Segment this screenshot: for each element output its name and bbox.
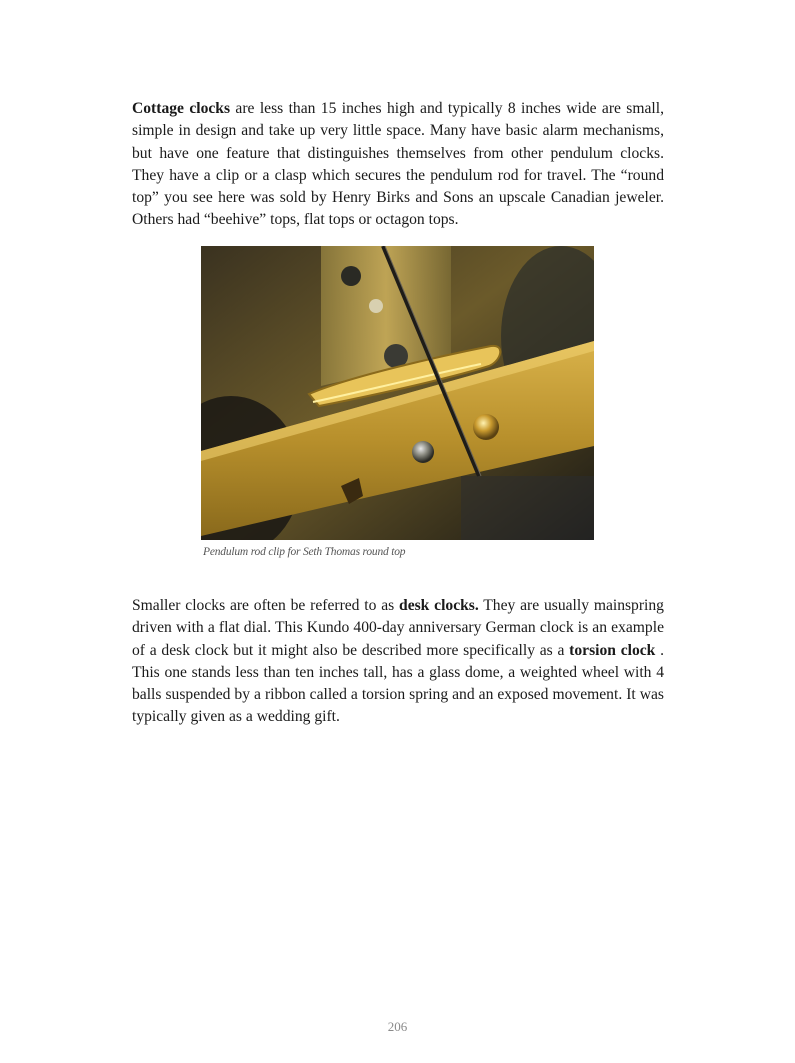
paragraph-text: Smaller clocks are often be referred to as xyxy=(132,597,400,614)
term-torsion-clock: torsion clock xyxy=(569,641,656,659)
page-number: 206 xyxy=(387,1019,408,1034)
term-desk-clocks: desk clocks. xyxy=(399,597,479,614)
paragraph-desk-clocks xyxy=(132,595,664,729)
paragraph-text: are less than 15 inches high and typically 8 inches wide are small, simple in design and take up very little space. Many have basic alarm mechanisms, but have one feature that distinguishes themselves from other pendulum clocks. They have a clip or a clasp which secures the pendulum rod for travel. The “round top” you see here was sold by Henry Birks and Sons an upscale Canadian jeweler. Others had “beehive” tops, flat tops or octagon tops. xyxy=(132,100,664,229)
paragraph-text: . This one stands less than ten inches tall, has a glass dome, a weighted wheel with 4 balls suspended by a ribbon called a torsion spring and an exposed movement. It was typically given as a wedding gift. xyxy=(132,641,665,726)
pendulum-clip-photo xyxy=(201,246,594,540)
figure-caption: Pendulum rod clip for Seth Thomas round top xyxy=(203,546,406,558)
paragraph-text: They are usually mainspring driven with a flat dial. This Kundo 400-day anniversary German clock is an example of a desk clock but it might also be described more specifically as a xyxy=(132,597,664,659)
paragraph-cottage-clocks xyxy=(132,98,664,232)
term-cottage-clocks: Cottage clocks xyxy=(132,100,231,117)
